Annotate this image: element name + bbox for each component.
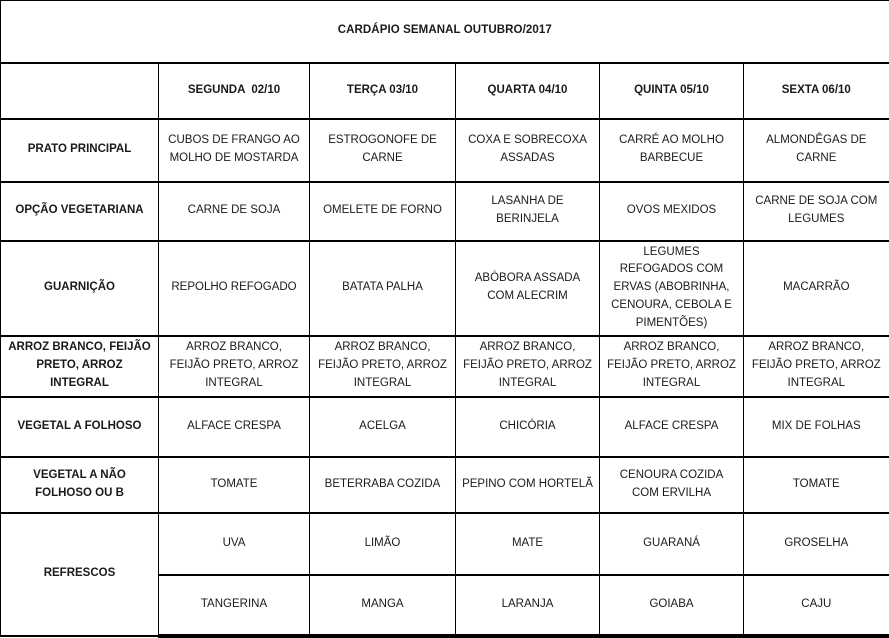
- menu-cell: CARNE DE SOJA COM LEGUMES: [744, 182, 889, 241]
- menu-cell: COXA E SOBRECOXA ASSADAS: [456, 119, 600, 182]
- row-label-prato-principal: PRATO PRINCIPAL: [1, 119, 159, 182]
- menu-cell: ALMONDÊGAS DE CARNE: [744, 119, 889, 182]
- menu-cell: ESTROGONOFE DE CARNE: [310, 119, 456, 182]
- menu-cell: TANGERINA: [159, 575, 310, 636]
- menu-cell: LIMÃO: [310, 513, 456, 575]
- menu-cell: CHICÓRIA: [456, 397, 600, 457]
- menu-cell: UVA: [159, 513, 310, 575]
- menu-cell: ABÓBORA ASSADA COM ALECRIM: [456, 241, 600, 336]
- menu-cell: ARROZ BRANCO, FEIJÃO PRETO, ARROZ INTEGRAL: [600, 336, 744, 397]
- row-label-guarnicao: GUARNIÇÃO: [1, 241, 159, 336]
- row-label-vegetal-nao-folhoso: VEGETAL A NÃO FOLHOSO OU B: [1, 457, 159, 513]
- menu-cell: BATATA PALHA: [310, 241, 456, 336]
- menu-cell: CAJU: [744, 575, 889, 636]
- menu-cell: ALFACE CRESPA: [159, 397, 310, 457]
- menu-cell: LEGUMES REFOGADOS COM ERVAS (ABOBRINHA, CENOURA, CEBOLA E PIMENTÕES): [600, 241, 744, 336]
- menu-cell: ACELGA: [310, 397, 456, 457]
- row-label-arroz-feijao: ARROZ BRANCO, FEIJÃO PRETO, ARROZ INTEGRAL: [1, 336, 159, 397]
- corner-cell: [1, 63, 159, 119]
- menu-cell: MATE: [456, 513, 600, 575]
- menu-cell: CARNE DE SOJA: [159, 182, 310, 241]
- day-header-terca: TERÇA 03/10: [310, 63, 456, 119]
- menu-cell: OVOS MEXIDOS: [600, 182, 744, 241]
- menu-cell: ARROZ BRANCO, FEIJÃO PRETO, ARROZ INTEGRAL: [159, 336, 310, 397]
- table-row: [1, 513, 889, 575]
- menu-cell: TOMATE: [744, 457, 889, 513]
- menu-cell: GUARANÁ: [600, 513, 744, 575]
- day-header-sexta: SEXTA 06/10: [744, 63, 889, 119]
- table-row: [1, 397, 889, 457]
- menu-cell: CUBOS DE FRANGO AO MOLHO DE MOSTARDA: [159, 119, 310, 182]
- day-header-quinta: QUINTA 05/10: [600, 63, 744, 119]
- table-row: [1, 457, 889, 513]
- menu-cell: MANGA: [310, 575, 456, 636]
- menu-cell: LASANHA DE BERINJELA: [456, 182, 600, 241]
- menu-cell: ARROZ BRANCO, FEIJÃO PRETO, ARROZ INTEGRAL: [456, 336, 600, 397]
- menu-cell: MACARRÃO: [744, 241, 889, 336]
- table-row: [1, 119, 889, 182]
- day-header-quarta: QUARTA 04/10: [456, 63, 600, 119]
- menu-cell: GOIABA: [600, 575, 744, 636]
- menu-cell: ALFACE CRESPA: [600, 397, 744, 457]
- menu-cell: CARRÉ AO MOLHO BARBECUE: [600, 119, 744, 182]
- menu-cell: MIX DE FOLHAS: [744, 397, 889, 457]
- menu-cell: REPOLHO REFOGADO: [159, 241, 310, 336]
- menu-cell: PEPINO COM HORTELÃ: [456, 457, 600, 513]
- page-title: CARDÁPIO SEMANAL OUTUBRO/2017: [1, 1, 889, 63]
- menu-cell: BETERRABA COZIDA: [310, 457, 456, 513]
- day-header-segunda: SEGUNDA 02/10: [159, 63, 310, 119]
- menu-cell: CENOURA COZIDA COM ERVILHA: [600, 457, 744, 513]
- table-row: [1, 336, 889, 397]
- row-label-opcao-vegetariana: OPÇÃO VEGETARIANA: [1, 182, 159, 241]
- menu-cell: ARROZ BRANCO, FEIJÃO PRETO, ARROZ INTEGRAL: [310, 336, 456, 397]
- table-row: [1, 241, 889, 336]
- menu-cell: TOMATE: [159, 457, 310, 513]
- row-label-refrescos: REFRESCOS: [1, 513, 159, 636]
- table-row: [1, 182, 889, 241]
- row-label-vegetal-folhoso: VEGETAL A FOLHOSO: [1, 397, 159, 457]
- menu-cell: LARANJA: [456, 575, 600, 636]
- menu-cell: ARROZ BRANCO, FEIJÃO PRETO, ARROZ INTEGRAL: [744, 336, 889, 397]
- menu-cell: OMELETE DE FORNO: [310, 182, 456, 241]
- menu-cell: GROSELHA: [744, 513, 889, 575]
